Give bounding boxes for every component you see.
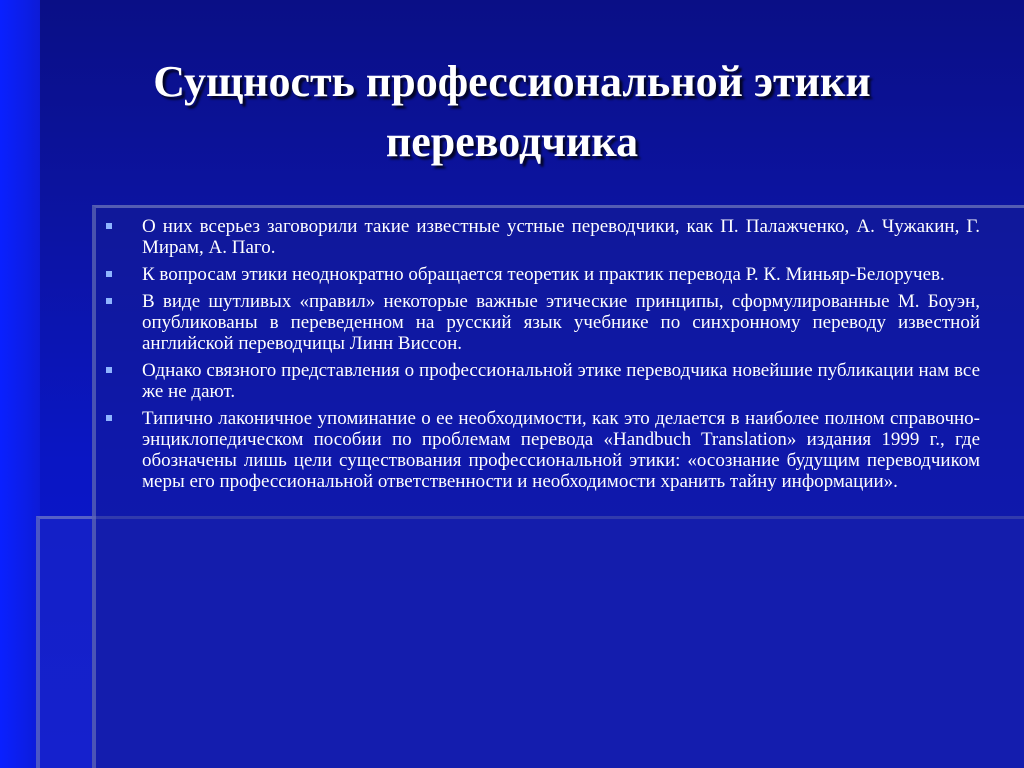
left-accent-band (0, 0, 40, 768)
bullet-text: В виде шутливых «правил» некоторые важные этические принципы, сформулированные М. Боуэн, опубликованы в переведенном на русский язык учебнике по синхронному переводу известной английской переводчицы Линн Виссон. (142, 291, 980, 354)
bullet-item (100, 264, 980, 285)
bullet-text: Типично лаконичное упоминание о ее необходимости, как это делается в наиболее полном справочно-энциклопедическом пособии по проблемам перевода «Handbuch Translation» издания 1999 г., где обозначены лишь цели существования профессиональной этики: «осознание будущим переводчиком меры его профессиональной ответственности и необходимости хранить тайну информации». (142, 408, 980, 492)
square-bullet-icon (106, 223, 112, 229)
bullet-item (100, 291, 980, 354)
slide-title: Сущность профессиональной этики переводчика (153, 57, 871, 166)
square-bullet-icon (106, 415, 112, 421)
bullet-text: О них всерьез заговорили такие известные устные переводчики, как П. Палажченко, А. Чужакин, Г. Мирам, А. Паго. (142, 216, 980, 258)
bullet-text: К вопросам этики неоднократно обращается теоретик и практик перевода Р. К. Миньяр-Белоручев. (142, 264, 945, 285)
square-bullet-icon (106, 298, 112, 304)
bullet-text: Однако связного представления о профессиональной этике переводчика новейшие публикации нам все же не дают. (142, 360, 980, 402)
square-bullet-icon (106, 271, 112, 277)
square-bullet-icon (106, 367, 112, 373)
bullet-item (100, 216, 980, 258)
bullet-item (100, 408, 980, 492)
bullet-list (100, 216, 980, 498)
bullet-item (100, 360, 980, 402)
